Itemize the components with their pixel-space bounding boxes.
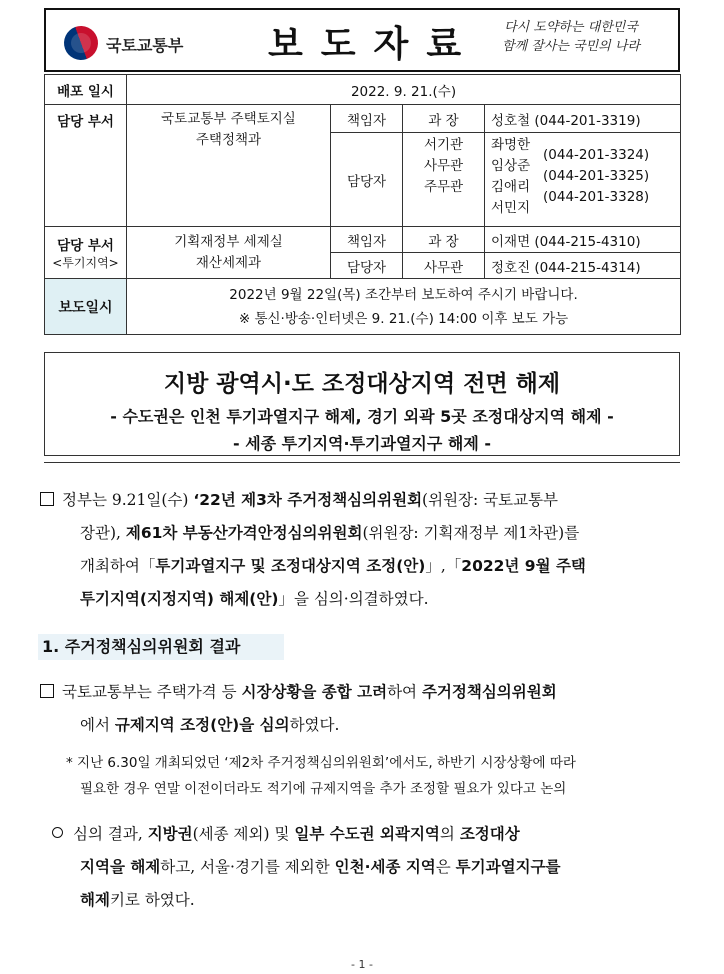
text-run-bold: 규제지역 조정(안)을 심의 <box>114 716 290 734</box>
dept1-responsible-title: 과 장 <box>403 105 485 133</box>
result-line-1 <box>52 818 692 851</box>
intro-line-4 <box>40 583 690 616</box>
committee-line-1 <box>40 676 690 709</box>
press-release-title: 보도자료 <box>268 23 480 65</box>
result-line-2 <box>52 851 692 884</box>
release-label: 보도일시 <box>45 279 127 335</box>
staff-phone: (044-201-3328) <box>543 189 650 205</box>
text-run: 하여 <box>387 683 422 701</box>
square-bullet-icon <box>40 492 54 506</box>
dept1-staff-contacts <box>485 133 681 227</box>
text-run: 심의 결과, <box>73 825 148 843</box>
staff-name: 좌명한 <box>491 137 531 153</box>
text-run: 하고, 서울·경기를 제외한 <box>160 858 335 876</box>
dept1-responsible-contact: 성호철 (044-201-3319) <box>485 105 681 133</box>
subheadline-2: - 세종 투기지역·투기과열지구 해제 - <box>232 434 492 453</box>
text-run: 에서 <box>80 716 115 734</box>
dept2-org <box>127 227 331 279</box>
text-run: 개최하여「 <box>80 557 156 575</box>
text-run-bold: 주거정책심의위원회 <box>421 683 557 701</box>
dept2-staff-title: 사무관 <box>403 253 485 279</box>
staff-phone: (044-201-3324) <box>543 147 650 163</box>
text-run: 」을 심의·의결하였다. <box>278 590 429 608</box>
dept2-label-text: 담당 부서 <box>57 238 114 254</box>
distribution-label: 배포 일시 <box>45 75 127 105</box>
result-line-3 <box>52 884 692 917</box>
dept2-responsible-label: 책임자 <box>331 227 403 253</box>
staff-title: 주무관 <box>423 179 464 195</box>
government-slogan <box>476 18 666 56</box>
staff-title: 서기관 <box>423 137 464 153</box>
distribution-row <box>45 75 681 105</box>
result-paragraph <box>52 818 692 917</box>
text-run: 」,「 <box>425 557 462 575</box>
footnote-line-1: * 지난 6.30일 개최되었던 ‘제2차 주거정책심의위원회’에서도, 하반기 시장상황에 따라 <box>66 755 576 771</box>
dept2-responsible-row <box>45 227 681 253</box>
staff-name: 임상준 <box>491 158 531 174</box>
headline-box <box>44 352 680 456</box>
intro-paragraph <box>40 484 690 616</box>
dept1-responsible-row <box>45 105 681 133</box>
dept2-responsible-contact: 이재면 (044-215-4310) <box>485 227 681 253</box>
text-run-bold: 투기과열지구 및 조정대상지역 조정(안) <box>155 557 426 575</box>
intro-line-1 <box>40 484 690 517</box>
text-run: (위원장: 국토교통부 <box>422 491 559 509</box>
subheadline-1: - 수도권은 인천 투기과열지구 해제, 경기 외곽 5곳 조정대상지역 해제 - <box>110 407 614 426</box>
dept1-responsible-label: 책임자 <box>331 105 403 133</box>
distribution-value: 2022. 9. 21.(수) <box>127 75 681 105</box>
text-run: 하였다. <box>289 716 340 734</box>
text-run-bold: 해제 <box>80 891 110 909</box>
committee-line-2 <box>40 709 690 742</box>
dept1-org <box>127 105 331 227</box>
dept2-staff-contact: 정호진 (044-215-4314) <box>485 253 681 279</box>
staff-title: 사무관 <box>423 158 464 174</box>
text-run: (위원장: 기획재정부 제1차관)를 <box>362 524 580 542</box>
slogan-line-2: 함께 잘사는 국민의 나라 <box>502 39 640 54</box>
ministry-name: 국토교통부 <box>106 36 184 55</box>
release-line-2: ※ 통신·방송·인터넷은 9. 21.(수) 14:00 이후 보도 가능 <box>238 310 569 327</box>
text-run: 정부는 9.21일(수) <box>62 491 194 509</box>
taegeuk-emblem-icon <box>59 21 103 65</box>
text-run-bold: 인천·세종 지역 <box>334 858 436 876</box>
headline: 지방 광역시·도 조정대상지역 전면 해제 <box>163 371 561 397</box>
page-number: - 1 - <box>351 958 373 971</box>
text-run: 의 <box>439 825 460 843</box>
text-run: 장관), <box>80 524 126 542</box>
text-run-bold: 투기지역(지정지역) 해제(안) <box>80 590 279 608</box>
text-run-bold: 시장상황을 종합 고려 <box>241 683 388 701</box>
text-run-bold: 조정대상 <box>459 825 520 843</box>
text-run: 은 <box>435 858 456 876</box>
footnote <box>66 750 696 802</box>
circle-bullet-icon <box>52 827 63 838</box>
intro-line-2 <box>40 517 690 550</box>
slogan-line-1: 다시 도약하는 대한민국 <box>504 20 638 35</box>
dept2-responsible-title: 과 장 <box>403 227 485 253</box>
contact-info-table <box>44 74 681 335</box>
text-run-bold: 2022년 9월 주택 <box>461 557 586 575</box>
staff-name: 서민지 <box>491 200 531 216</box>
dept2-sublabel: <투기지역> <box>52 256 119 270</box>
staff-name: 김애리 <box>491 179 531 195</box>
square-bullet-icon <box>40 684 54 698</box>
release-line-1: 2022년 9월 22일(목) 조간부터 보도하여 주시기 바랍니다. <box>229 286 578 303</box>
dept2-staff-label: 담당자 <box>331 253 403 279</box>
text-run: 국토교통부는 주택가격 등 <box>62 683 242 701</box>
dept2-org-line2: 재산세제과 <box>195 254 262 271</box>
press-header <box>44 8 680 72</box>
section-heading: 1. 주거정책심의위원회 결과 <box>38 634 284 660</box>
dept1-org-line2: 주택정책과 <box>195 132 262 148</box>
text-run-bold: 지방권 <box>147 825 193 843</box>
text-run-bold: 제61차 부동산가격안정심의위원회 <box>125 524 363 542</box>
divider-line <box>44 462 680 463</box>
text-run: 키로 하였다. <box>109 891 195 909</box>
dept2-label <box>45 227 127 279</box>
release-text <box>127 279 681 335</box>
dept1-staff-titles <box>403 133 485 227</box>
release-row <box>45 279 681 335</box>
dept1-label: 담당 부서 <box>45 105 127 227</box>
text-run-bold: 지역을 해제 <box>80 858 161 876</box>
text-run-bold: ‘22년 제3차 주거정책심의위원회 <box>193 491 423 509</box>
staff-phone: (044-201-3325) <box>543 168 650 184</box>
text-run-bold: 투기과열지구를 <box>455 858 561 876</box>
dept2-org-line1: 기획재정부 세제실 <box>174 233 283 250</box>
committee-paragraph <box>40 676 690 742</box>
intro-line-3 <box>40 550 690 583</box>
ministry-logo <box>64 24 264 64</box>
footnote-line-2: 필요한 경우 연말 이전이더라도 적기에 규제지역을 추가 조정할 필요가 있다고 논의 <box>80 781 567 797</box>
text-run-bold: 일부 수도권 외곽지역 <box>294 825 440 843</box>
dept1-staff-label: 담당자 <box>331 133 403 227</box>
dept1-org-line1: 국토교통부 주택토지실 <box>161 111 296 127</box>
text-run: (세종 제외) 및 <box>192 825 295 843</box>
